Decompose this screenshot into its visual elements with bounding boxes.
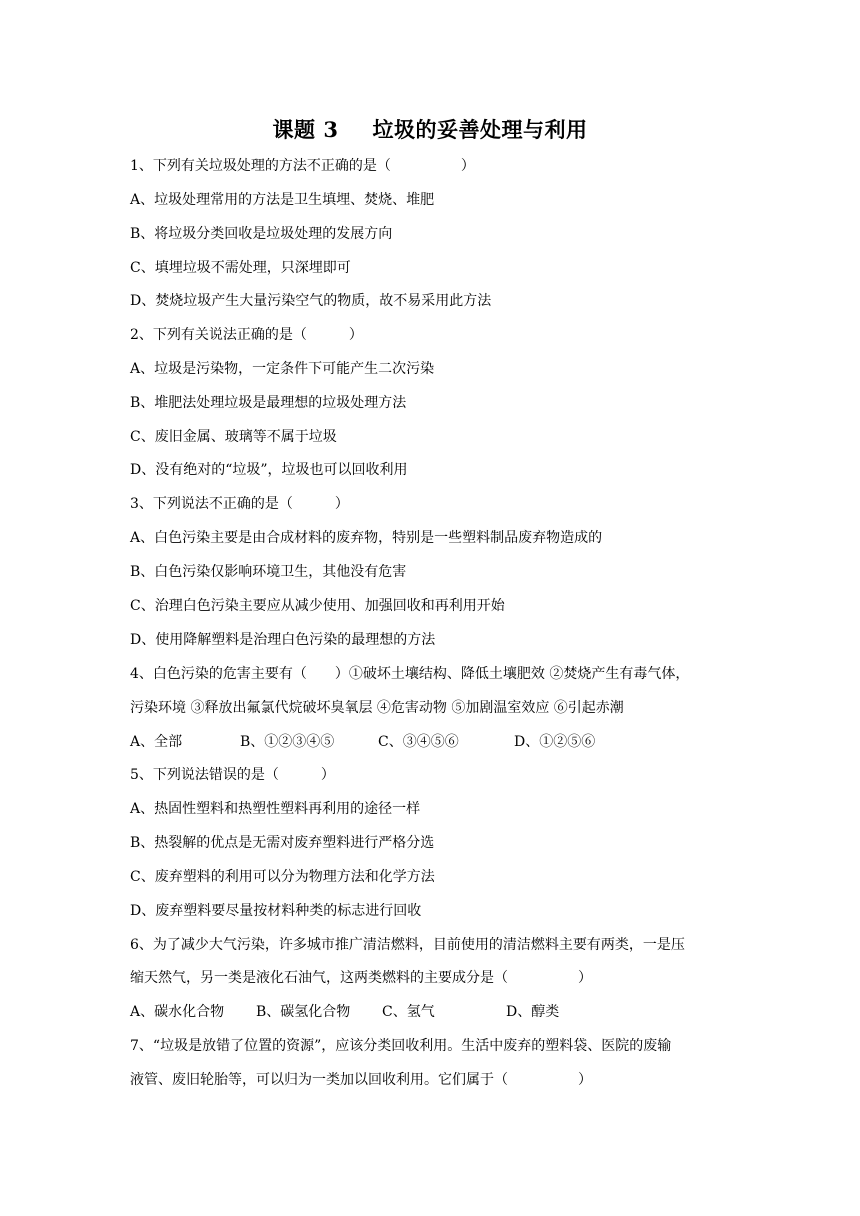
question-7-stem-cont: 液管、废旧轮胎等，可以归为一类加以回收利用。它们属于（ ）: [130, 1072, 592, 1088]
title-lesson-number: 课题 3: [272, 117, 339, 142]
question-5-option-a: A、热固性塑料和热塑性塑料再利用的途径一样: [130, 801, 421, 817]
question-4-stem: 4、白色污染的危害主要有（ ）①破坏土壤结构、降低土壤肥效 ②焚烧产生有毒气体，: [130, 666, 690, 682]
question-2-option-a: A、垃圾是污染物，一定条件下可能产生二次污染: [130, 361, 435, 377]
question-3-option-d: D、使用降解塑料是治理白色污染的最理想的方法: [130, 632, 436, 648]
question-3-option-a: A、白色污染主要是由合成材料的废弃物，特别是一些塑料制品废弃物造成的: [130, 530, 603, 546]
question-1-option-d: D、焚烧垃圾产生大量污染空气的物质，故不易采用此方法: [130, 293, 492, 309]
question-2-stem: 2、下列有关说法正确的是（ ）: [130, 327, 363, 343]
question-1-option-b: B、将垃圾分类回收是垃圾处理的发展方向: [130, 226, 393, 242]
question-6-options: [130, 1003, 559, 1021]
question-5-option-c: C、废弃塑料的利用可以分为物理方法和化学方法: [130, 869, 435, 885]
question-2-option-d: D、没有绝对的“垃圾”，垃圾也可以回收利用: [130, 462, 408, 478]
question-6-option-b: B、碳氢化合物: [256, 1004, 351, 1020]
question-3-option-b: B、白色污染仅影响环境卫生，其他没有危害: [130, 564, 407, 580]
question-1-option-c: C、填埋垃圾不需处理，只深埋即可: [130, 260, 351, 276]
question-3-stem: 3、下列说法不正确的是（ ）: [130, 496, 349, 512]
question-3-option-c: C、治理白色污染主要应从减少使用、加强回收和再利用开始: [130, 598, 505, 614]
title-topic: 垃圾的妥善处理与利用: [372, 117, 588, 142]
question-5-option-b: B、热裂解的优点是无需对废弃塑料进行严格分选: [130, 835, 435, 851]
question-2-option-c: C、废旧金属、玻璃等不属于垃圾: [130, 429, 337, 445]
question-2-option-b: B、堆肥法处理垃圾是最理想的垃圾处理方法: [130, 395, 407, 411]
question-4-options: [130, 733, 595, 751]
question-5-option-d: D、废弃塑料要尽量按材料种类的标志进行回收: [130, 903, 422, 919]
question-1-option-a: A、垃圾处理常用的方法是卫生填埋、焚烧、堆肥: [130, 192, 435, 208]
question-6-option-c: C、氢气: [382, 1004, 435, 1020]
question-6-option-d: D、醇类: [506, 1004, 560, 1020]
question-6-option-a: A、碳水化合物: [130, 1004, 225, 1020]
question-6-stem-cont: 缩天然气，另一类是液化石油气，这两类燃料的主要成分是（ ）: [130, 970, 592, 986]
page-title: [0, 114, 860, 144]
question-4-option-b: B、①②③④⑤: [240, 734, 335, 750]
question-7-stem: 7、“垃圾是放错了位置的资源”，应该分类回收利用。生活中废弃的塑料袋、医院的废输: [130, 1038, 672, 1054]
question-4-option-d: D、①②⑤⑥: [514, 734, 596, 750]
question-4-stem-cont: 污染环境 ③释放出氟氯代烷破坏臭氧层 ④危害动物 ⑤加剧温室效应 ⑥引起赤潮: [130, 700, 624, 716]
question-4-option-c: C、③④⑤⑥: [378, 734, 459, 750]
question-1-stem: 1、下列有关垃圾处理的方法不正确的是（ ）: [130, 158, 475, 174]
question-4-option-a: A、全部: [130, 734, 183, 750]
question-5-stem: 5、下列说法错误的是（ ）: [130, 767, 335, 783]
question-6-stem: 6、为了减少大气污染，许多城市推广清洁燃料，目前使用的清洁燃料主要有两类，一是压: [130, 937, 685, 953]
